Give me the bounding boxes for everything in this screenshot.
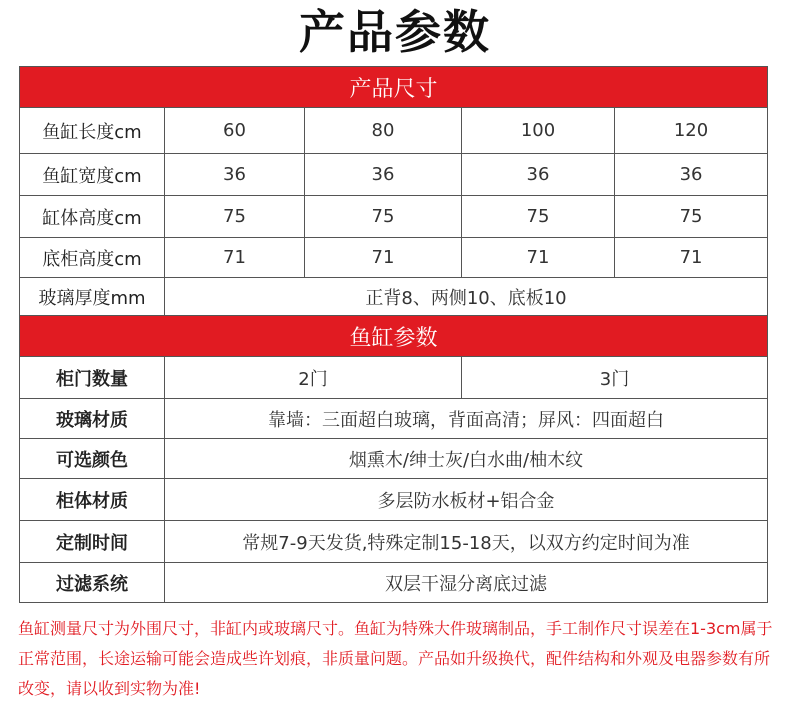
table-row	[20, 521, 768, 563]
cell-value: 71	[305, 238, 462, 278]
cell-value: 75	[462, 196, 615, 238]
table-row	[20, 108, 768, 154]
cell-value: 71	[615, 238, 768, 278]
row-label: 可选颜色	[20, 439, 165, 479]
cell-value: 36	[165, 154, 305, 196]
cell-value: 60	[165, 108, 305, 154]
cell-value: 靠墙：三面超白玻璃，背面高清；屏风：四面超白	[165, 399, 768, 439]
row-label: 柜体材质	[20, 479, 165, 521]
table-row	[20, 357, 768, 399]
table-row	[20, 479, 768, 521]
disclaimer-note: 鱼缸测量尺寸为外围尺寸，非缸内或玻璃尺寸。鱼缸为特殊大件玻璃制品，手工制作尺寸误差在1-3cm属于正常范围，长途运输可能会造成些许划痕，非质量问题。产品如升级换代，配件结构和外观及电器参数有所改变，请以收到实物为准!	[18, 619, 773, 698]
table-row	[20, 196, 768, 238]
section-header-size	[20, 67, 768, 108]
cell-value: 正背8、两侧10、底板10	[165, 278, 768, 316]
row-label: 柜门数量	[20, 357, 165, 399]
cell-value: 36	[615, 154, 768, 196]
cell-value: 100	[462, 108, 615, 154]
cell-value: 75	[165, 196, 305, 238]
row-label: 过滤系统	[20, 563, 165, 603]
cell-value: 3门	[462, 357, 768, 399]
cell-value: 36	[462, 154, 615, 196]
spec-table	[19, 66, 768, 603]
cell-value: 71	[462, 238, 615, 278]
row-label: 缸体高度cm	[20, 196, 165, 238]
cell-value: 75	[615, 196, 768, 238]
cell-value: 75	[305, 196, 462, 238]
cell-value: 常规7-9天发货,特殊定制15-18天，以双方约定时间为准	[165, 521, 768, 563]
table-row	[20, 399, 768, 439]
cell-value: 多层防水板材+铝合金	[165, 479, 768, 521]
cell-value: 71	[165, 238, 305, 278]
row-label: 玻璃厚度mm	[20, 278, 165, 316]
table-row	[20, 278, 768, 316]
table-row	[20, 439, 768, 479]
cell-value: 双层干湿分离底过滤	[165, 563, 768, 603]
table-row	[20, 563, 768, 603]
section-title-tank: 鱼缸参数	[20, 316, 768, 357]
row-label: 底柜高度cm	[20, 238, 165, 278]
cell-value: 烟熏木/绅士灰/白水曲/柚木纹	[165, 439, 768, 479]
cell-value: 36	[305, 154, 462, 196]
section-title-size: 产品尺寸	[20, 67, 768, 108]
table-row	[20, 154, 768, 196]
page-title: 产品参数	[299, 5, 491, 59]
section-header-tank	[20, 316, 768, 357]
table-row	[20, 238, 768, 278]
cell-value: 2门	[165, 357, 462, 399]
row-label: 鱼缸宽度cm	[20, 154, 165, 196]
row-label: 玻璃材质	[20, 399, 165, 439]
row-label: 鱼缸长度cm	[20, 108, 165, 154]
cell-value: 120	[615, 108, 768, 154]
row-label: 定制时间	[20, 521, 165, 563]
cell-value: 80	[305, 108, 462, 154]
